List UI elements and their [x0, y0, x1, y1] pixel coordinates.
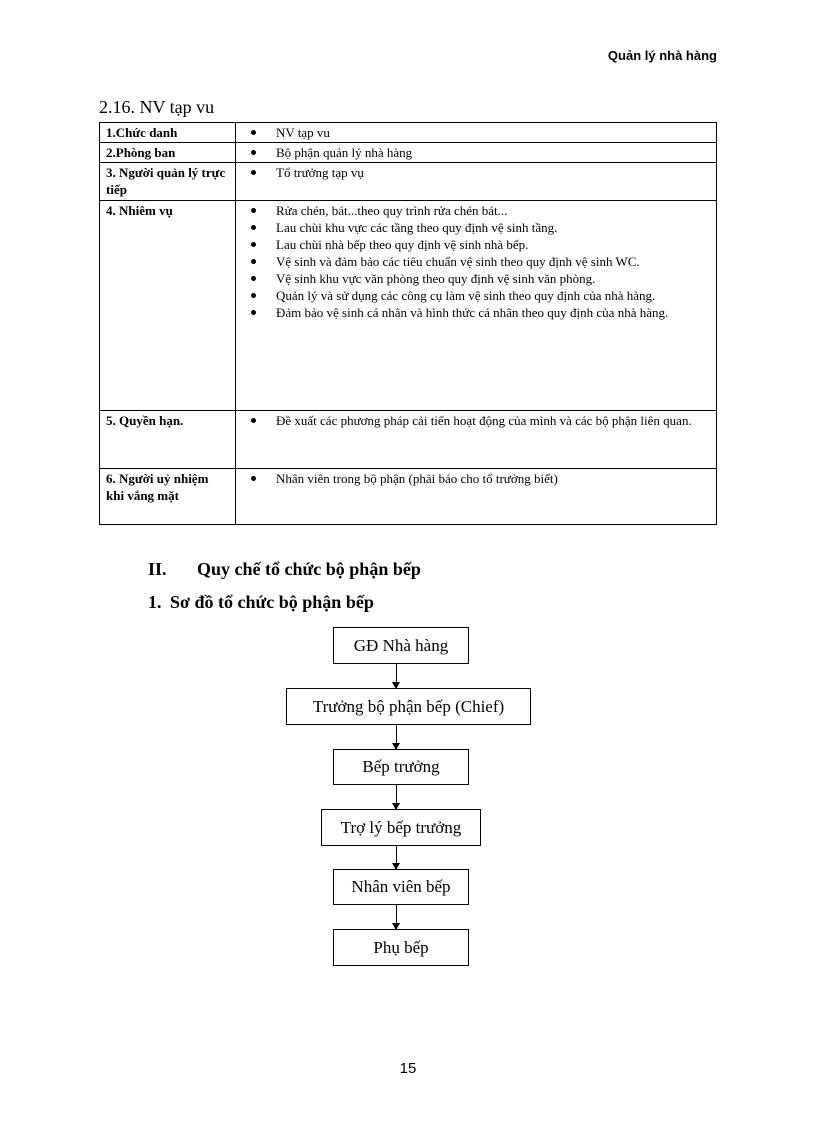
org-node-kitchen-head: Trưởng bộ phận bếp (Chief) [286, 688, 531, 725]
subsection-title: Sơ đồ tổ chức bộ phận bếp [170, 592, 374, 612]
row-label: 5. Quyền hạn. [100, 411, 236, 469]
list-item: Lau chùi khu vực các tầng theo quy định vệ sinh tầng. [276, 219, 710, 236]
row-label: 4. Nhiêm vụ [100, 201, 236, 411]
section-title: 2.16. NV tạp vu [99, 97, 215, 117]
part-heading [148, 559, 421, 580]
list-item: Nhân viên trong bộ phận (phải báo cho tổ trưởng biết) [276, 470, 710, 487]
table-row [100, 411, 717, 469]
row-label: 1.Chức danh [100, 123, 236, 143]
row-content [236, 123, 717, 143]
connector-arrow [396, 846, 397, 869]
list-item: Tổ trưởng tạp vụ [276, 164, 710, 181]
table-row [100, 123, 717, 143]
table-row [100, 163, 717, 201]
list-item: NV tạp vu [276, 124, 710, 141]
connector-arrow [396, 725, 397, 749]
org-node-kitchen-staff: Nhân viên bếp [333, 869, 469, 905]
row-content [236, 469, 717, 525]
table-row [100, 469, 717, 525]
list-item: Rửa chén, bát...theo quy trình rửa chén bát... [276, 202, 710, 219]
list-item: Đề xuất các phương pháp cải tiến hoạt động của mình và các bộ phận liên quan. [276, 412, 710, 429]
row-content [236, 143, 717, 163]
row-label: 2.Phòng ban [100, 143, 236, 163]
row-label: 3. Người quản lý trực tiếp [100, 163, 236, 201]
subsection-number: 1. [148, 592, 162, 612]
list-item: Vệ sinh và đảm bảo các tiêu chuẩn vệ sinh theo quy định vệ sinh WC. [276, 253, 710, 270]
subsection-heading [148, 592, 374, 613]
list-item: Đảm bảo vệ sinh cá nhân và hình thức cá nhân theo quy định của nhà hàng. [276, 304, 710, 321]
row-content [236, 411, 717, 469]
org-node-head-chef: Bếp trưởng [333, 749, 469, 785]
connector-arrow [396, 664, 397, 688]
job-description-table [99, 122, 717, 525]
connector-arrow [396, 905, 397, 929]
list-item: Quản lý và sử dụng các công cụ làm vệ sinh theo quy định của nhà hàng. [276, 287, 710, 304]
part-number: II. [148, 559, 167, 579]
connector-arrow [396, 785, 397, 809]
list-item: Bộ phận quản lý nhà hàng [276, 144, 710, 161]
page-number: 15 [399, 1060, 417, 1077]
list-item: Lau chùi nhà bếp theo quy định vệ sinh nhà bếp. [276, 236, 710, 253]
org-node-director: GĐ Nhà hàng [333, 627, 469, 664]
running-header: Quản lý nhà hàng [607, 48, 717, 63]
row-content [236, 163, 717, 201]
table-row [100, 143, 717, 163]
part-title: Quy chế tổ chức bộ phận bếp [197, 559, 421, 579]
row-label: 6. Người uỷ nhiệm khi vắng mặt [100, 469, 236, 525]
org-node-chef-assistant: Trợ lý bếp trưởng [321, 809, 481, 846]
list-item: Vệ sinh khu vực văn phòng theo quy định vệ sinh văn phòng. [276, 270, 710, 287]
org-node-kitchen-helper: Phụ bếp [333, 929, 469, 966]
table-row [100, 201, 717, 411]
row-content [236, 201, 717, 411]
